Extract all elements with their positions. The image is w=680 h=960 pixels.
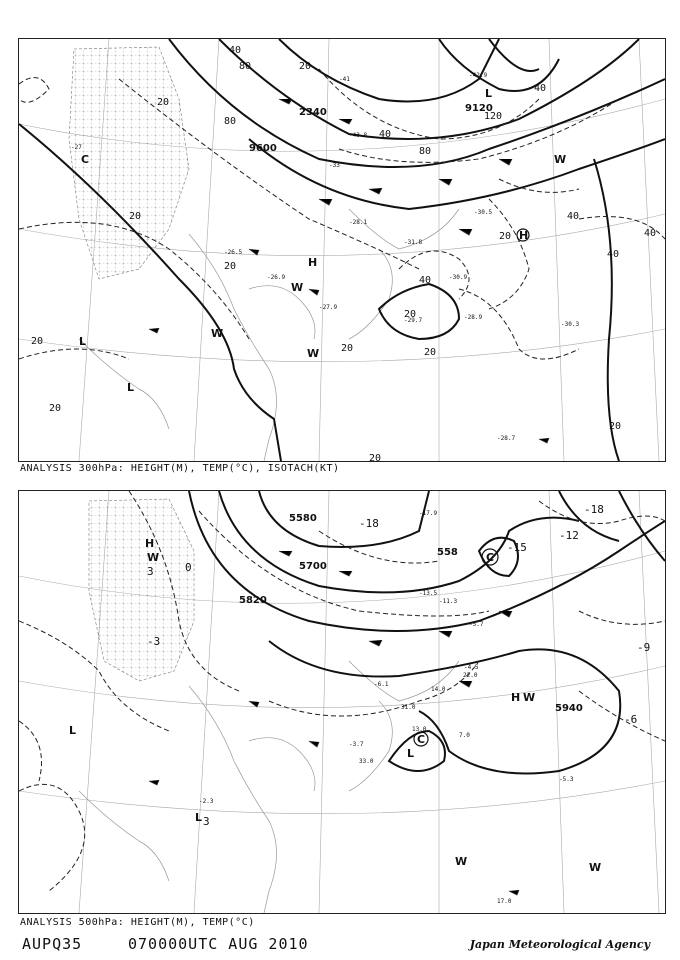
temp-label: -31.8 xyxy=(404,239,423,246)
isotach-label: 40 xyxy=(379,129,392,140)
isotach-label: 20 xyxy=(424,347,437,358)
terrain-hatch xyxy=(89,499,194,681)
center-label: W xyxy=(291,281,304,294)
center-label: L xyxy=(485,87,493,100)
isotach-label: 20 xyxy=(129,211,142,222)
isotach-label: 80 xyxy=(224,116,237,127)
map-500hpa xyxy=(18,490,666,914)
temp-label: -26.9 xyxy=(267,274,286,281)
isotach-label: 80 xyxy=(419,146,432,157)
station-label: -2.3 xyxy=(199,798,214,805)
temp-label: -12 xyxy=(559,529,579,542)
center-label: W xyxy=(307,347,320,360)
isotach-label: 20 xyxy=(157,97,170,108)
station-label: -5.7 xyxy=(469,621,484,628)
center-label: H xyxy=(308,256,318,269)
temp-label: -43.8 xyxy=(349,132,368,139)
center-label: C xyxy=(486,551,495,564)
center-label: W xyxy=(554,153,567,166)
isotach-label: 40 xyxy=(567,211,580,222)
station-label: 17.0 xyxy=(497,898,512,905)
center-label: L xyxy=(127,381,135,394)
caption-500hpa: ANALYSIS 500hPa: HEIGHT(M), TEMP(°C) xyxy=(20,917,255,928)
isotach-label: 20 xyxy=(499,231,512,242)
station-label: -13.5 xyxy=(419,590,438,597)
isotach-label: 20 xyxy=(299,61,312,72)
temp-label: -3 xyxy=(147,635,161,648)
agency-name: Japan Meteorological Agency xyxy=(469,938,650,951)
isotach-label: 20 xyxy=(49,403,62,414)
station-label: 31.0 xyxy=(401,704,416,711)
temp-label: -28.9 xyxy=(464,314,483,321)
isotach-label: 80 xyxy=(239,61,252,72)
isotach-label: 40 xyxy=(644,228,657,239)
height-label: 2340 xyxy=(299,107,327,118)
isotach-label: 20 xyxy=(369,453,382,461)
temp-label: -27 xyxy=(71,144,82,151)
coastlines xyxy=(79,661,459,913)
wind-barbs xyxy=(149,99,549,443)
height-label: 5580 xyxy=(289,513,317,524)
temp-label: -15 xyxy=(507,541,527,554)
height-label: 5820 xyxy=(239,595,267,606)
isotach-label: 120 xyxy=(484,111,503,122)
station-labels xyxy=(199,510,574,905)
isotach-label: 20 xyxy=(31,336,44,347)
temp-label: -30.3 xyxy=(561,321,580,328)
height-labels xyxy=(249,103,493,154)
isotach-label: 40 xyxy=(419,275,432,286)
chart-id: AUPQ35 xyxy=(22,935,83,953)
center-label: C xyxy=(417,733,426,746)
height-label: 558 xyxy=(437,547,458,558)
map-300hpa-drawing xyxy=(19,39,665,461)
temp-label: -41 xyxy=(339,76,350,83)
caption-300hpa: ANALYSIS 300hPa: HEIGHT(M), TEMP(°C), ISOTACH(KT) xyxy=(20,463,340,474)
map-300hpa xyxy=(18,38,666,462)
isotach-label: 20 xyxy=(609,421,622,432)
temp-label: -9 xyxy=(637,641,651,654)
temp-label: 3 xyxy=(203,815,210,828)
height-label: 5940 xyxy=(555,703,583,714)
isotach-label: 40 xyxy=(607,249,620,260)
height-label: 9600 xyxy=(249,143,277,154)
temp-label: -30.5 xyxy=(474,209,493,216)
isotach-label: 20 xyxy=(341,343,354,354)
temp-label: -29.7 xyxy=(404,317,423,324)
height-label: 5700 xyxy=(299,561,327,572)
temp-label: -27.9 xyxy=(319,304,338,311)
station-label: 14.0 xyxy=(431,686,446,693)
station-label: -6.1 xyxy=(374,681,389,688)
station-label: 33.0 xyxy=(359,758,374,765)
station-label: -17.9 xyxy=(419,510,438,517)
center-label: W xyxy=(589,861,602,874)
temp-label: -26.5 xyxy=(224,249,243,256)
center-label: L xyxy=(407,747,415,760)
station-label: -4.5 xyxy=(464,664,479,671)
center-label: H xyxy=(511,691,521,704)
isotach-label: 20 xyxy=(404,309,417,320)
center-label: W xyxy=(523,691,536,704)
temp-label: -18 xyxy=(584,503,604,516)
isotach-label: 40 xyxy=(534,83,547,94)
isotach-label: 40 xyxy=(229,45,242,56)
temp-label: -18 xyxy=(359,517,379,530)
station-label: 7.0 xyxy=(459,732,470,739)
temp-label: -30.9 xyxy=(449,274,468,281)
height-contours xyxy=(189,491,665,774)
center-label: W xyxy=(211,327,224,340)
center-label: W xyxy=(147,551,160,564)
station-label: -5.3 xyxy=(559,776,574,783)
station-label: -3.7 xyxy=(349,741,364,748)
center-label: C xyxy=(81,153,90,166)
isotach-label: 20 xyxy=(224,261,237,272)
center-label: L xyxy=(79,335,87,348)
station-label: -11.3 xyxy=(439,598,458,605)
temperature-labels xyxy=(147,503,650,828)
temp-label: -28.7 xyxy=(497,435,516,442)
center-label: H xyxy=(145,537,155,550)
height-labels xyxy=(239,513,583,714)
center-label: W xyxy=(455,855,468,868)
temp-label: -33 xyxy=(329,162,340,169)
height-label: 9120 xyxy=(465,103,493,114)
temp-label: -42.9 xyxy=(469,72,488,79)
center-label: L xyxy=(69,724,77,737)
center-label: L xyxy=(195,811,203,824)
temp-label: -6 xyxy=(624,713,638,726)
temp-label: 3 xyxy=(147,565,154,578)
valid-time: 070000UTC AUG 2010 xyxy=(128,935,309,953)
temp-label: -28.1 xyxy=(349,219,368,226)
station-label: 22.0 xyxy=(463,672,478,679)
temp-label: 0 xyxy=(185,561,192,574)
map-500hpa-drawing xyxy=(19,491,665,913)
center-label: H xyxy=(519,229,529,242)
station-label: 13.0 xyxy=(412,726,427,733)
